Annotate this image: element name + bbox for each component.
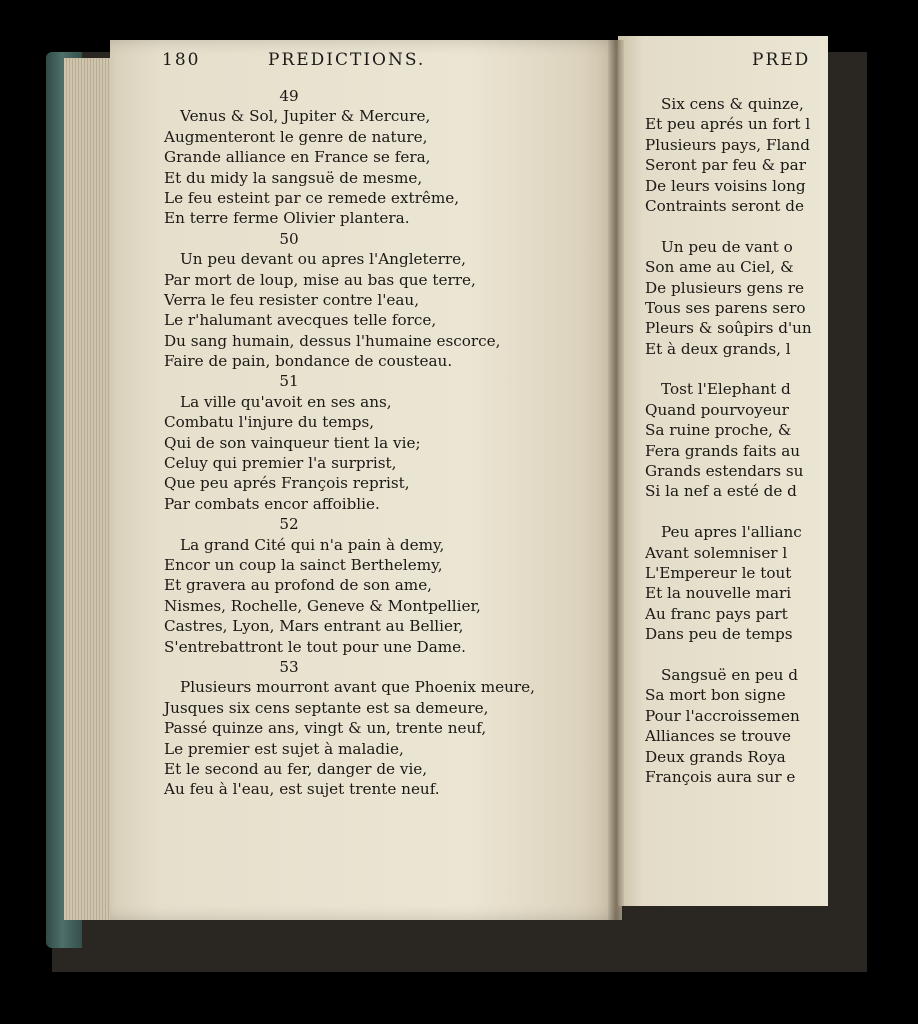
verse-line: Deux grands Roya (645, 747, 786, 766)
verse-line: De plusieurs gens re (645, 278, 805, 297)
verse-line: Son ame au Ciel, & (645, 258, 794, 277)
verse-line: Castres, Lyon, Mars entrant au Bellier, (164, 617, 464, 636)
verse-line: Le r'halumant avecques telle force, (164, 311, 437, 330)
verse-line: Sa mort bon signe (645, 686, 786, 705)
quatrain-number: 50 (279, 229, 299, 248)
verse-line: Six cens & quinze, (661, 95, 804, 113)
quatrain-number: 53 (279, 657, 299, 676)
verse-line: L'Empereur le tout (645, 563, 792, 582)
verse-line: Et du midy la sangsuë de mesme, (164, 168, 423, 187)
verse-line: Encor un coup la sainct Berthelemy, (164, 555, 443, 574)
verse-line: Verra le feu resister contre l'eau, (164, 290, 420, 309)
verse-line: La grand Cité qui n'a pain à demy, (180, 535, 445, 554)
verse-line: Sa ruine proche, & (645, 421, 792, 440)
verse-line: Et la nouvelle mari (645, 584, 792, 603)
quatrain-number: 52 (279, 515, 299, 534)
verse-line: Fera grands faits au (645, 441, 801, 460)
stanza-gap (645, 645, 815, 665)
verse-line: Et gravera au profond de son ame, (164, 576, 433, 595)
stanza-gap (645, 502, 815, 522)
verse-line: Seront par feu & par (645, 156, 806, 175)
verse-line: Tost l'Elephant d (661, 380, 791, 399)
verse-line: Plusieurs mourront avant que Phoenix meure, (180, 678, 535, 697)
verse-line: Combatu l'injure du temps, (164, 413, 375, 432)
verse-line: Du sang humain, dessus l'humaine escorce, (164, 331, 501, 350)
verse-line: Si la nef a esté de d (645, 482, 797, 501)
verse-line: Et le second au fer, danger de vie, (164, 759, 428, 778)
verse-line: Sangsuë en peu d (661, 665, 798, 684)
verse-line: Avant solemniser l (645, 543, 788, 562)
verse-line: Pleurs & soûpirs d'un (645, 319, 812, 338)
right-text-column (645, 94, 815, 787)
verse-line: Et peu aprés un fort l (645, 115, 811, 134)
verse-line: De leurs voisins long (645, 176, 806, 195)
verse-line: Tous ses parens sero (645, 298, 806, 317)
verse-line: François aura sur e (645, 767, 796, 786)
running-head-left: PREDICTIONS. (268, 50, 426, 70)
verse-line: Peu apres l'allianc (661, 523, 802, 542)
verse-line: Un peu de vant o (661, 237, 793, 256)
verse-line: Plusieurs pays, Fland (645, 135, 810, 154)
page-number: 180 (162, 50, 201, 70)
verse-line: Un peu devant ou apres l'Angleterre, (180, 250, 466, 269)
verse-line: Au franc pays part (645, 604, 788, 623)
verse-line: Augmenteront le genre de nature, (164, 127, 428, 146)
verse-line: Que peu aprés François reprist, (164, 474, 410, 493)
stanza-gap (645, 216, 815, 236)
verse-line: S'entrebattront le tout pour une Dame. (164, 637, 466, 656)
verse-line: Le premier est sujet à maladie, (164, 739, 404, 758)
verse-line: Par combats encor affoiblie. (164, 494, 380, 513)
verse-line: Grande alliance en France se fera, (164, 148, 431, 167)
verse-line: Par mort de loup, mise au bas que terre, (164, 270, 476, 289)
verse-line: La ville qu'avoit en ses ans, (180, 392, 392, 411)
quatrain-number: 49 (279, 87, 299, 105)
verse-line: Quand pourvoyeur (645, 400, 789, 419)
verse-line: Passé quinze ans, vingt & un, trente neuf, (164, 719, 487, 738)
book-gutter (608, 40, 624, 920)
verse-line: Venus & Sol, Jupiter & Mercure, (180, 107, 431, 126)
verse-line: Le feu esteint par ce remede extrême, (164, 188, 460, 207)
left-text-column (164, 86, 604, 800)
verse-line: Et à deux grands, l (645, 339, 791, 358)
verse-line: Contraints seront de (645, 196, 804, 215)
verse-line: Pour l'accroissemen (645, 706, 800, 725)
verse-line: Faire de pain, bondance de cousteau. (164, 352, 453, 371)
verse-line: Au feu à l'eau, est sujet trente neuf. (164, 780, 440, 799)
verse-line: Grands estendars su (645, 462, 804, 481)
verse-line: Celuy qui premier l'a surprist, (164, 454, 397, 473)
verse-line: Nismes, Rochelle, Geneve & Montpellier, (164, 596, 481, 615)
verse-line: En terre ferme Olivier plantera. (164, 209, 410, 228)
stanza-gap (645, 359, 815, 379)
verse-line: Qui de son vainqueur tient la vie; (164, 433, 421, 452)
quatrain-number: 51 (279, 372, 299, 391)
verse-line: Alliances se trouve (645, 727, 791, 746)
running-head-right: PRED (752, 50, 811, 70)
verse-line: Jusques six cens septante est sa demeure, (164, 698, 489, 717)
verse-line: Dans peu de temps (645, 625, 793, 644)
